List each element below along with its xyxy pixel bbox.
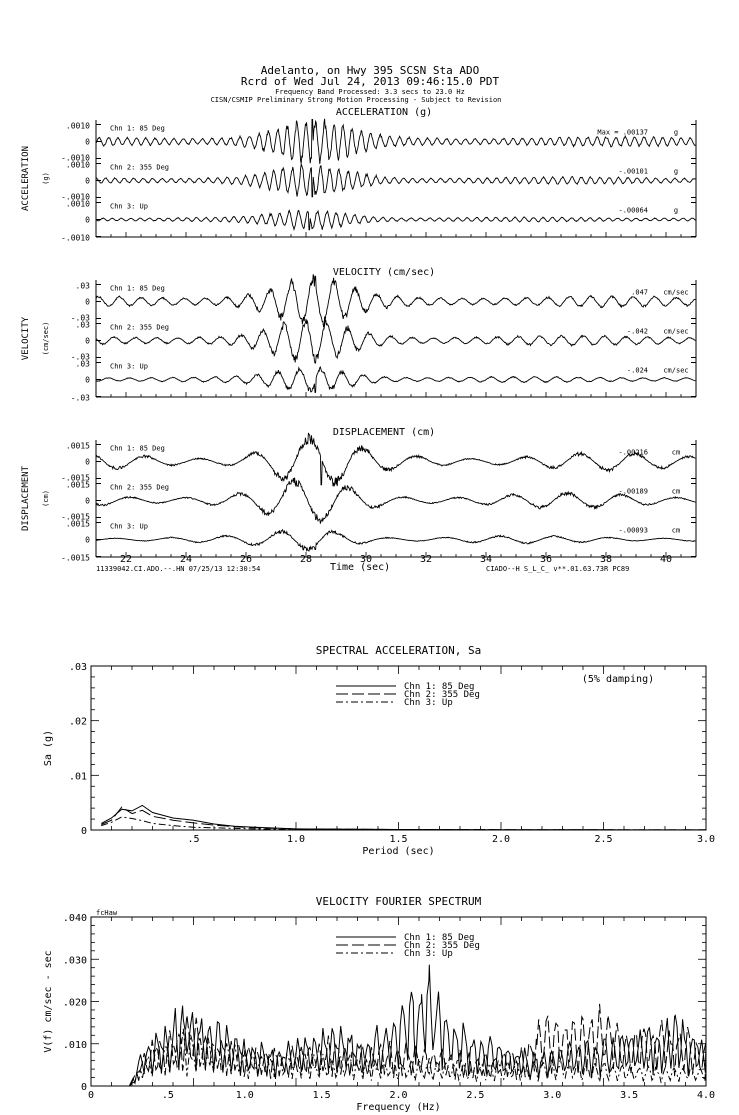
vel-ch3-ytick-zero: 0	[85, 375, 90, 385]
dis-side-label: DISPLACEMENT	[21, 465, 31, 532]
sa-xtick-label: 2.0	[491, 834, 511, 845]
fs-ytick-label: .020	[62, 997, 87, 1009]
vel-ch2-name: Chn 2: 355 Deg	[110, 323, 170, 332]
dis-ch1-unit: cm	[671, 448, 681, 457]
dis-ch1-ytick-bottom: -.0015	[61, 473, 90, 483]
time-axis-label: Time (sec)	[330, 562, 391, 573]
time-tick-label: 36	[539, 554, 553, 565]
fs-xtick-label: 2.0	[389, 1090, 408, 1101]
sa-frame	[91, 666, 706, 830]
dis-section	[21, 427, 696, 563]
header-line1: Adelanto, on Hwy 395 SCSN Sta ADO	[260, 64, 480, 77]
acc-title: ACCELERATION (g)	[335, 107, 433, 118]
acc-unit-label: (g)	[42, 172, 50, 185]
acc-section	[21, 107, 696, 243]
fs-ytick-label: .010	[62, 1039, 87, 1051]
acc-ch2-unit: g	[673, 167, 679, 176]
dis-ch1-ytick-top: .0015	[65, 441, 90, 451]
vel-ch1-ytick-bottom: -.03	[70, 313, 90, 323]
dis-ch3-trace	[96, 530, 695, 551]
vel-ch1-ytick-top: .03	[75, 281, 90, 291]
vel-ch3-peak: -.024	[626, 366, 648, 375]
dis-ch1-name: Chn 1: 85 Deg	[110, 444, 165, 453]
sa-legend-label-3: Chn 3: Up	[404, 698, 453, 708]
sa-series-1	[101, 805, 706, 830]
velocity-fourier-spectrum-chart	[43, 895, 715, 1113]
fs-legend-label-1: Chn 1: 85 Deg	[404, 933, 475, 943]
vel-ch3-unit: cm/sec	[663, 366, 689, 375]
fs-ytick-label: .040	[62, 913, 87, 924]
time-tick-label: 24	[179, 554, 193, 565]
vel-ch2-ytick-zero: 0	[85, 336, 90, 346]
timeseries-panels	[21, 107, 696, 565]
sa-ytick-label: 0	[80, 826, 87, 837]
dis-ch1-ytick-zero: 0	[85, 457, 90, 467]
time-tick-label: 40	[659, 554, 673, 565]
dis-ch2-ytick-top: .0015	[65, 480, 90, 490]
sa-damping-note: (5% damping)	[581, 674, 655, 685]
acc-ch2-peak: -.00101	[618, 167, 648, 176]
vel-section	[21, 267, 696, 403]
acc-ch1-trace	[96, 119, 695, 164]
time-tick-label: 26	[239, 554, 253, 565]
fs-xtick-label: 1.0	[235, 1090, 254, 1101]
fs-ytick-label: 0	[80, 1082, 87, 1093]
acc-ch3-peak: -.00064	[618, 206, 648, 215]
sa-series-3	[101, 817, 706, 830]
vel-title: VELOCITY (cm/sec)	[332, 267, 436, 278]
time-tick-label: 28	[299, 554, 313, 565]
acc-ch1-ytick-bottom: -.0010	[61, 153, 90, 163]
vel-ch2-unit: cm/sec	[663, 327, 689, 336]
acc-ch3-name: Chn 3: Up	[110, 202, 148, 211]
vel-ch3-ytick-bottom: -.03	[70, 393, 90, 403]
acc-ch3-ytick-top: .0010	[65, 199, 90, 209]
acc-ch1-unit: g	[673, 128, 679, 137]
dis-ch2-peak: -.00189	[618, 487, 648, 496]
sa-ytick-label: .02	[68, 716, 87, 728]
fs-series-1	[129, 965, 706, 1086]
sa-xtick-label: 1.5	[389, 834, 408, 845]
dis-title: DISPLACEMENT (cm)	[332, 427, 436, 438]
sa-xtick-label: 3.0	[696, 834, 716, 845]
acc-ch3-unit: g	[673, 206, 679, 215]
time-tick-label: 32	[419, 554, 433, 565]
vel-ch3-trace	[96, 367, 695, 392]
fs-ylabel: V(f) cm/sec - sec	[43, 950, 54, 1053]
fs-corner-note: fcHaw	[96, 909, 118, 917]
acc-ch1-name: Chn 1: 85 Deg	[110, 124, 165, 133]
header-line4: CISN/CSMIP Preliminary Strong Motion Processing - Subject to Revision	[210, 96, 502, 104]
sa-title: SPECTRAL ACCELERATION, Sa	[315, 644, 482, 657]
sa-xtick-label: 1.0	[286, 834, 306, 845]
vel-ch2-ytick-bottom: -.03	[70, 352, 90, 362]
vel-unit-label: (cm/sec)	[42, 321, 50, 356]
fs-legend-label-3: Chn 3: Up	[404, 949, 453, 959]
acc-side-label: ACCELERATION	[21, 145, 31, 212]
vel-ch3-name: Chn 3: Up	[110, 362, 148, 371]
time-tick-label: 30	[359, 554, 373, 565]
dis-ch1-trace	[96, 433, 695, 486]
spectral-acceleration-chart	[43, 644, 715, 857]
fs-xtick-label: 4.0	[696, 1090, 716, 1101]
acc-ch1-peak: Max = .00137	[597, 128, 648, 137]
dis-ch2-ytick-zero: 0	[85, 496, 90, 506]
header-line2: Rcrd of Wed Jul 24, 2013 09:46:15.0 PDT	[240, 75, 500, 88]
sa-series-2	[101, 807, 706, 830]
fs-xtick-label: 2.5	[466, 1090, 485, 1101]
vel-ch2-peak: -.042	[626, 327, 648, 336]
footer-left: 11339042.CI.ADO.--.HN 07/25/13 12:30:54	[96, 565, 261, 573]
acc-ch3-trace	[96, 210, 695, 229]
acc-ch2-ytick-zero: 0	[85, 176, 90, 186]
acc-ch1-ytick-top: .0010	[65, 121, 90, 131]
acc-ch1-ytick-zero: 0	[85, 137, 90, 147]
fs-xtick-label: 0	[87, 1090, 95, 1101]
sa-ytick-label: .03	[68, 662, 87, 673]
fs-xtick-label: 1.5	[312, 1090, 331, 1101]
sa-ylabel: Sa (g)	[43, 729, 54, 767]
sa-ytick-label: .01	[68, 771, 87, 783]
dis-ch3-ytick-bottom: -.0015	[61, 553, 90, 563]
dis-ch3-ytick-top: .0015	[65, 519, 90, 529]
dis-ch2-ytick-bottom: -.0015	[61, 512, 90, 522]
vel-ch1-unit: cm/sec	[663, 288, 689, 297]
fs-xlabel: Frequency (Hz)	[356, 1102, 441, 1113]
header	[211, 64, 502, 104]
sa-legend-label-2: Chn 2: 355 Deg	[404, 690, 480, 700]
acc-ch2-ytick-top: .0010	[65, 160, 90, 170]
sa-xtick-label: 2.5	[594, 834, 613, 845]
vel-ch1-peak: .047	[631, 288, 648, 297]
dis-ch2-unit: cm	[671, 487, 681, 496]
vel-ch1-ytick-zero: 0	[85, 297, 90, 307]
time-tick-label: 38	[599, 554, 613, 565]
header-line3: Frequency Band Processed: 3.3 secs to 23.0 Hz	[275, 88, 465, 96]
dis-unit-label: (cm)	[42, 490, 50, 507]
dis-ch3-peak: -.00093	[618, 526, 648, 535]
vel-ch1-name: Chn 1: 85 Deg	[110, 284, 165, 293]
sa-xtick-label: .5	[187, 834, 200, 845]
fs-title: VELOCITY FOURIER SPECTRUM	[315, 895, 482, 908]
footer-right: CIADO--H S_L_C_ v**.01.63.73R PC89	[486, 565, 630, 573]
acc-ch2-name: Chn 2: 355 Deg	[110, 163, 170, 172]
dis-ch3-unit: cm	[671, 526, 681, 535]
fs-xtick-label: 3.0	[543, 1090, 562, 1101]
time-tick-label: 34	[479, 554, 493, 565]
fs-xtick-label: .5	[161, 1090, 174, 1101]
acc-ch3-ytick-bottom: -.0010	[61, 233, 90, 243]
acc-ch2-trace	[96, 164, 695, 197]
fs-xtick-label: 3.5	[620, 1090, 639, 1101]
acc-ch3-ytick-zero: 0	[85, 215, 90, 225]
acc-ch2-ytick-bottom: -.0010	[61, 192, 90, 202]
dis-ch2-trace	[96, 478, 695, 524]
dis-ch1-peak: -.00216	[618, 448, 648, 457]
vel-ch3-ytick-top: .03	[75, 359, 90, 369]
time-tick-label: 22	[119, 554, 133, 565]
dis-ch3-ytick-zero: 0	[85, 535, 90, 545]
dis-ch3-name: Chn 3: Up	[110, 522, 148, 531]
sa-xlabel: Period (sec)	[362, 846, 435, 857]
sa-legend-label-1: Chn 1: 85 Deg	[404, 682, 475, 692]
vel-ch2-ytick-top: .03	[75, 320, 90, 330]
dis-ch2-name: Chn 2: 355 Deg	[110, 483, 170, 492]
vel-ch2-trace	[96, 319, 695, 363]
fs-legend-label-2: Chn 2: 355 Deg	[404, 941, 480, 951]
vel-ch1-trace	[96, 274, 695, 327]
fs-ytick-label: .030	[62, 955, 87, 967]
vel-side-label: VELOCITY	[21, 316, 31, 361]
